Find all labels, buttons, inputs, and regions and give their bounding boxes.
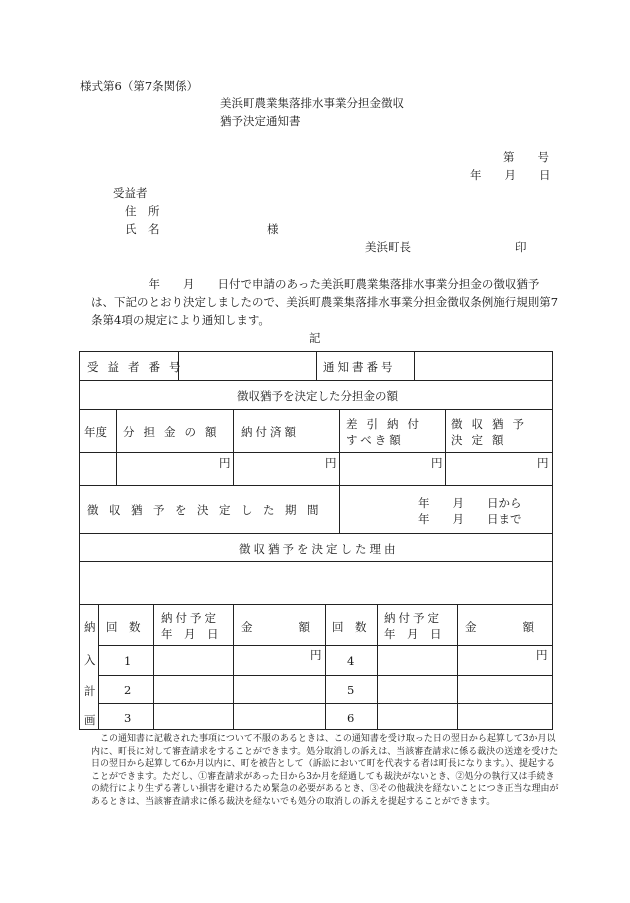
recipient-address-label: 住 所 xyxy=(125,204,160,218)
plan-row-number-2: 2 xyxy=(124,683,132,697)
document-number: 第 号 xyxy=(503,150,549,164)
plan-yen-left: 円 xyxy=(310,648,322,662)
plan-yen-right: 円 xyxy=(536,648,548,662)
period-from: 年 月 日から xyxy=(418,496,522,510)
col-payable-header-line1: 差引納付 xyxy=(346,417,428,431)
col-year-header: 年度 xyxy=(84,425,107,439)
reason-section-title: 徴収猶予を決定した理由 xyxy=(239,542,399,556)
plan-label-char-2: 入 xyxy=(84,653,96,667)
notice-number-value[interactable] xyxy=(416,352,551,379)
plan-col-due-right-line2: 年 月 日 xyxy=(384,627,442,641)
beneficiary-number-value[interactable] xyxy=(180,352,314,379)
plan-row-number-4: 4 xyxy=(347,654,355,668)
plan-col-due-left-line1: 納付予定 xyxy=(161,611,219,625)
plan-row-number-5: 5 xyxy=(347,683,355,697)
col-paid-amount-header: 納付済額 xyxy=(241,425,299,439)
notice-number-label: 通知書番号 xyxy=(323,360,396,374)
col-deferred-header-line1: 徴収猶予 xyxy=(451,417,533,431)
plan-label-char-1: 納 xyxy=(84,620,96,634)
recipient-heading: 受益者 xyxy=(113,186,148,200)
plan-col-count-left: 回 数 xyxy=(106,620,141,634)
document-date: 年 月 日 xyxy=(470,168,551,182)
col-share-amount-header: 分担金の額 xyxy=(123,425,226,439)
col-deferred-header-line2: 決定額 xyxy=(451,433,513,447)
plan-row-number-6: 6 xyxy=(347,711,355,725)
beneficiary-number-label: 受益者番号 xyxy=(87,360,190,374)
reason-input[interactable] xyxy=(80,562,552,603)
amount-section-title: 徴収猶予を決定した分担金の額 xyxy=(237,389,398,403)
plan-col-amount-right: 金 額 xyxy=(465,620,534,634)
period-label: 徴収猶予を決定した期間 xyxy=(87,503,329,517)
ki-heading: 記 xyxy=(309,331,321,345)
plan-label-char-4: 画 xyxy=(84,713,96,727)
document-title-line1: 美浜町農業集落排水事業分担金徴収 xyxy=(220,96,404,110)
payable-amount-yen: 円 xyxy=(431,456,443,470)
plan-label-char-3: 計 xyxy=(84,684,96,698)
share-amount-yen: 円 xyxy=(219,456,231,470)
mayor-label: 美浜町長 xyxy=(365,240,411,254)
recipient-name-label: 氏 名 xyxy=(125,222,160,236)
amount-year-cell[interactable] xyxy=(80,453,115,484)
plan-col-due-left-line2: 年 月 日 xyxy=(161,627,219,641)
paid-amount-yen: 円 xyxy=(325,456,337,470)
recipient-honorific: 様 xyxy=(267,222,279,236)
plan-col-count-right: 回 数 xyxy=(332,620,367,634)
deferred-amount-yen: 円 xyxy=(537,456,549,470)
form-label: 様式第6（第7条関係） xyxy=(80,79,199,93)
seal-mark: 印 xyxy=(515,240,527,254)
notice-body-text: 年 月 日付で申請のあった美浜町農業集落排水事業分担金の徴収猶予は、下記のとおり決定しましたので、美浜町農業集落排水事業分担金徴収条例施行規則第7条第4項の規定により通知します。 xyxy=(91,277,559,327)
appeal-notice-text: この通知書に記載された事項について不服のあるときは、この通知書を受け取った日の翌日から起算して3か月以内に、町長に対して審査請求をすることができます。処分取消しの訴えは、当該審査請求に係る裁決の送達を受けた日の翌日から起算して6か月以内に、町を被告として（訴訟において町を代表する者は町長になります。）、提起することができます。ただし、①審査請求があった日から3か月を経過しても裁決がないとき、②処分の執行又は手続きの続行により生ずる著しい損害を避けるため緊急の必要があるとき、③その他裁決を経ないことにつき正当な理由があるときは、当該審査請求に係る裁決を経ないでも処分の取消しの訴えを提起することができます。 xyxy=(91,734,559,807)
document-title-line2: 猶予決定通知書 xyxy=(220,114,301,128)
col-payable-header-line2: すべき額 xyxy=(346,433,404,447)
plan-col-due-right-line1: 納付予定 xyxy=(384,611,442,625)
plan-row-number-1: 1 xyxy=(124,654,132,668)
plan-row-number-3: 3 xyxy=(124,711,132,725)
plan-col-amount-left: 金 額 xyxy=(241,620,310,634)
period-to: 年 月 日まで xyxy=(418,512,522,526)
